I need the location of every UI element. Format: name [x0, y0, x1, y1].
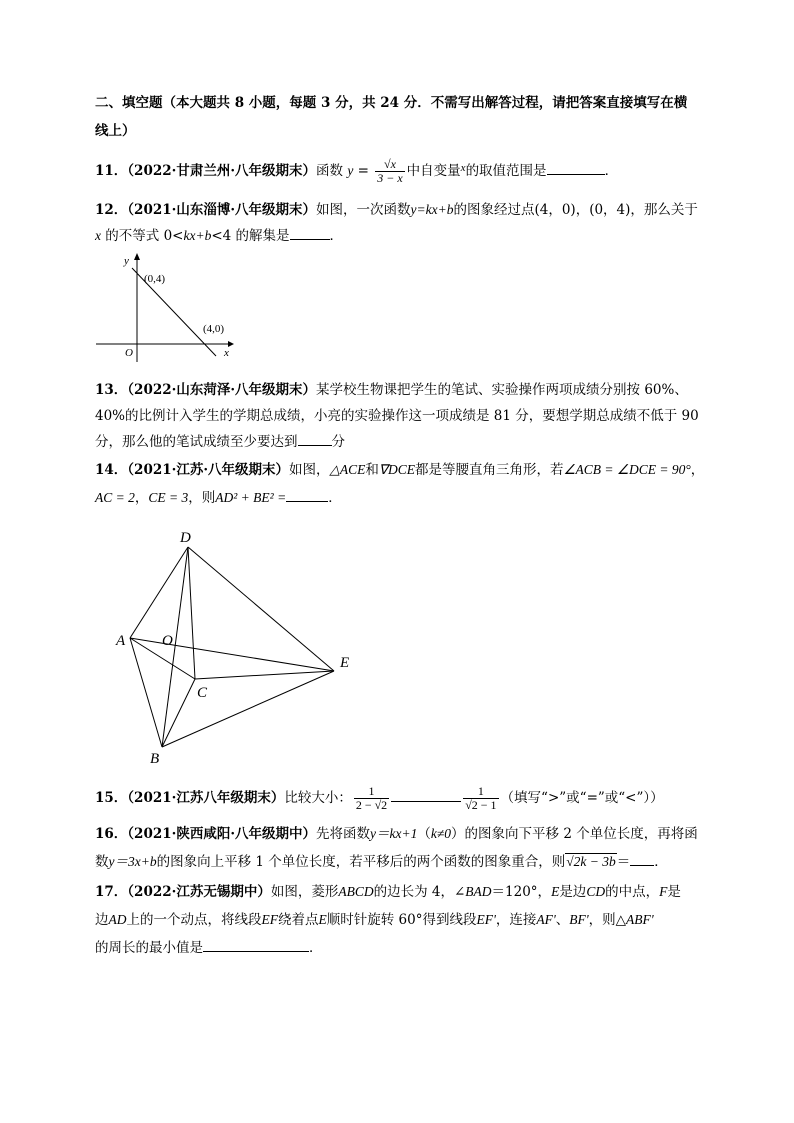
q14-label-B: B [150, 751, 160, 767]
q15-source: （2021·江苏八年级期末） [127, 790, 285, 806]
q14-seg-AE [130, 638, 334, 671]
q12-answer-blank[interactable] [290, 227, 330, 240]
q13-source: （2022·山东菏泽·八年级期末） [127, 382, 317, 398]
q12-origin-label: O [125, 347, 133, 359]
q16-l1a: 先将函数 [316, 826, 371, 842]
q15-f1-num: 1 [354, 785, 389, 799]
q17-l2h: EF' [476, 912, 496, 927]
q17-l2b: AD [108, 912, 127, 927]
q15-note: （填写“>”或“=”或“<”）） [500, 790, 664, 806]
q15-fraction-1 [354, 785, 389, 812]
question-17-line3 [95, 939, 323, 957]
q16-l2a: 数 [95, 854, 109, 870]
q13-number: 13． [95, 382, 128, 398]
q15-answer-blank[interactable] [391, 785, 461, 802]
q11-source: （2022·甘肃兰州·八年级期末） [127, 163, 317, 179]
q12-y-label: y [124, 255, 129, 267]
q11-eq: = [357, 163, 369, 179]
q16-l2c: ＝ [616, 854, 631, 870]
q14-seg-DE [188, 547, 334, 671]
q17-l1g: 是边 [559, 884, 587, 900]
q11-fraction [375, 158, 404, 185]
q14-label-A: A [116, 633, 126, 649]
q14-ac: AC = 2 [95, 490, 135, 505]
q16-l2expr: y＝3x+b [108, 854, 157, 869]
section-heading-line1: 二、填空题（本大题共 8 小题，每题 3 分，共 24 分．不需写出解答过程，请把答案直接填写在横 [95, 95, 688, 111]
q12-y-arrow [134, 253, 140, 260]
q17-l2l: BF' [569, 912, 589, 927]
question-12-line2 [95, 227, 343, 245]
q16-source: （2021·陕西咸阳·八年级期中） [127, 826, 317, 842]
q17-number: 17． [95, 884, 128, 900]
q17-l1a: 如图，菱形 [270, 884, 339, 900]
question-17-line1 [95, 883, 681, 901]
q12-l2b: <4 的解集是 [211, 228, 290, 244]
q11-number: 11． [95, 163, 128, 179]
q17-l2d: EF [261, 912, 278, 927]
q16-l2b: 的图象向上平移 1 个单位长度，若平移后的两个函数的图象重合，则 [156, 854, 566, 870]
q17-l1j: F [659, 884, 668, 899]
q14-seg-CB [162, 679, 195, 747]
q16-l1k: k≠0 [430, 826, 452, 841]
q14-sep: ， [134, 490, 149, 506]
question-13-line1 [95, 381, 688, 399]
q17-l1b: ABCD [338, 884, 374, 899]
q11-text-post: 的取值范围是 [465, 163, 547, 179]
q17-l2k: 、 [555, 912, 570, 928]
q12-l2end: ． [329, 228, 344, 244]
q16-l2end: ． [654, 854, 668, 870]
q11-y: y [347, 163, 354, 178]
q17-answer-blank[interactable] [203, 939, 309, 952]
q13-text-3b: 分 [331, 434, 345, 450]
q11-text-mid: 中自变量 [406, 163, 461, 179]
q17-l2a: 边 [95, 912, 109, 928]
q14-answer-blank[interactable] [286, 489, 328, 502]
q12-text: 如图，一次函数 [316, 202, 411, 218]
q17-l3a: 的周长的最小值是 [95, 940, 203, 956]
question-14-line1 [95, 461, 704, 479]
q11-frac-num: √x [375, 158, 404, 172]
q12-number: 12． [95, 202, 128, 218]
q11-frac-den: 3 − x [377, 171, 403, 185]
q15-text-a: 比较大小： [284, 790, 352, 806]
q14-angle: ∠ACB = ∠DCE = 90° [563, 462, 691, 477]
q14-tri2: ∇DCE [378, 462, 415, 477]
q17-l2i: ，连接 [495, 912, 537, 928]
q16-number: 16． [95, 826, 128, 842]
q14-ce: CE = 3 [148, 490, 189, 505]
q16-answer-blank[interactable] [630, 853, 654, 866]
q17-l2f: E [318, 912, 327, 927]
q12-source: （2021·山东淄博·八年级期末） [127, 202, 317, 218]
q17-l2m: ，则△ [588, 912, 627, 928]
q17-source: （2022·江苏无锡期中） [127, 884, 271, 900]
q12-point-label-1: (0,4) [144, 273, 166, 285]
question-12-line1 [95, 201, 698, 219]
q14-seg-CE [195, 671, 334, 679]
q17-l1k: 是 [667, 884, 681, 900]
section-heading-line2: 线上） [95, 123, 136, 139]
question-14-line2 [95, 489, 342, 507]
q17-l2g: 顺时针旋转 60°得到线段 [326, 912, 477, 928]
question-17-line2 [95, 911, 654, 929]
q16-l1c: ）的图象向下平移 2 个单位长度，再将函 [451, 826, 698, 842]
question-16-line1 [95, 825, 698, 843]
q11-x: x [460, 162, 466, 174]
q14-number: 14． [95, 462, 128, 478]
q12-expr: y=kx+b [410, 202, 454, 217]
q17-l2e: 绕着点 [278, 912, 319, 928]
q12-x-label: x [224, 347, 229, 359]
q16-sqrt: √2k − 3b [566, 854, 616, 869]
q17-l2n: ABF' [626, 912, 654, 927]
q13-answer-blank[interactable] [298, 433, 332, 446]
question-11 [95, 158, 618, 185]
q17-l1f: E [551, 884, 560, 899]
q14-tri1: △ACE [329, 462, 366, 477]
q14-source: （2021·江苏·八年级期末） [127, 462, 290, 478]
q12-x: x [95, 228, 101, 243]
q17-l1i: 的中点， [605, 884, 660, 900]
q14-text-a: 如图， [289, 462, 330, 478]
q14-label-O: O [162, 633, 173, 649]
q12-l2expr: kx+b [183, 228, 212, 243]
q17-l3end: ． [309, 940, 323, 956]
q14-comma: ， [690, 462, 705, 478]
q17-l2j: AF' [536, 912, 556, 927]
question-13-line2: 40%的比例计入学生的学期总成绩，小亮的实验操作这一项成绩是 81 分，要想学期总成绩不低于 90 [95, 408, 699, 424]
q14-label-C: C [197, 685, 208, 701]
q12-text-b: 的图象经过点(4，0)，(0，4)，那么关于 [453, 202, 698, 218]
q12-l2a: 的不等式 0< [105, 228, 184, 244]
q14-end: ． [328, 490, 342, 506]
q17-l1c: 的边长为 4，∠ [373, 884, 466, 900]
q17-l2c: 上的一个动点，将线段 [126, 912, 262, 928]
q15-fraction-2 [463, 785, 498, 812]
q15-f2-den: √2 − 1 [465, 798, 497, 812]
q11-answer-blank[interactable] [547, 162, 605, 175]
question-13-line3 [95, 433, 345, 451]
q15-f2-num: 1 [463, 785, 498, 799]
q16-l1b: （ [417, 826, 431, 842]
q14-seg-DC [188, 547, 195, 679]
q17-l1h: CD [586, 884, 606, 899]
q12-x-arrow [228, 341, 234, 347]
q14-seg-DA [130, 547, 188, 638]
q14-text-b: 和 [365, 462, 379, 478]
q14-label-E: E [340, 655, 350, 671]
q13-text-3a: 分，那么他的笔试成绩至少要达到 [95, 434, 298, 450]
q14-figure [110, 525, 360, 770]
q14-expr: AD² + BE² = [215, 490, 287, 505]
q12-figure [92, 248, 242, 366]
q15-f1-den: 2 − √2 [355, 798, 388, 812]
q11-text-pre: 函数 [316, 163, 344, 179]
q12-point-label-2: (4,0) [203, 323, 225, 335]
q14-label-D: D [180, 530, 191, 546]
q17-l1e: ＝120°， [491, 884, 552, 900]
q11-end: ． [604, 163, 619, 179]
question-16-line2 [95, 853, 668, 871]
q14-seg-BE [162, 671, 334, 747]
q13-text-1: 某学校生物课把学生的笔试、实验操作两项成绩分别按 60%、 [316, 382, 688, 398]
question-15 [95, 784, 664, 812]
q17-l1d: BAD [465, 884, 492, 899]
q14-text-c: 都是等腰直角三角形，若 [414, 462, 564, 478]
q14-seg-AB [130, 638, 162, 747]
q14-then: ，则 [188, 490, 216, 506]
q15-number: 15． [95, 790, 128, 806]
q16-l1expr: y＝kx+1 [370, 826, 418, 841]
